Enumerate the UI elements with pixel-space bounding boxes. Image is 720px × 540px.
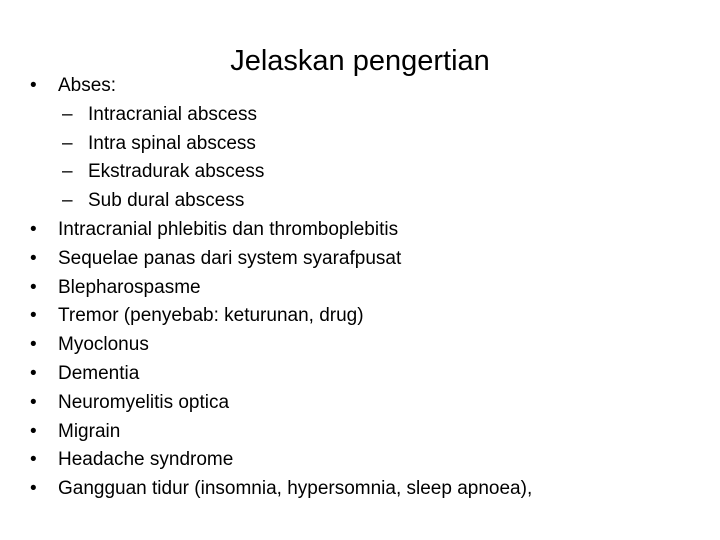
list-item [30,446,700,475]
list-item-text: Dementia [58,362,140,384]
list-item-text: Blepharospasme [58,276,201,298]
list-item [30,331,700,360]
list-item-text: Sequelae panas dari system syarafpusat [58,247,402,269]
bullet-icon: • [30,276,37,298]
list-item-text: Headache syndrome [58,449,234,471]
sub-list-item-text: Intracranial abscess [88,103,257,125]
sub-list-item-text: Sub dural abscess [88,190,245,212]
list-item-text: Intracranial phlebitis dan thromboplebitis [58,218,399,240]
list-item-abses [30,72,700,101]
list-item-text: Migrain [58,420,121,442]
list-item [30,360,700,389]
list-item [30,245,700,274]
bullet-icon: • [30,218,37,240]
dash-icon: – [62,190,73,212]
bullet-icon: • [30,391,37,413]
bullet-icon: • [30,305,37,327]
list-item-text: Abses: [58,75,117,96]
dash-icon: – [62,161,73,183]
sub-list-item [30,158,700,187]
list-item [30,302,700,331]
bullet-icon: • [30,478,37,500]
slide-content [30,72,700,504]
list-item-text: Neuromyelitis optica [58,391,230,413]
bullet-icon: • [30,75,37,96]
bullet-icon: • [30,449,37,471]
dash-icon: – [62,103,73,125]
sub-list-item-text: Ekstradurak abscess [88,161,265,183]
sub-list-item [30,101,700,130]
sub-list-item-text: Intra spinal abscess [88,132,256,154]
list-item-text: Tremor (penyebab: keturunan, drug) [58,305,364,327]
list-item [30,274,700,303]
bullet-icon: • [30,334,37,356]
sub-list-item [30,187,700,216]
list-item-text: Gangguan tidur (insomnia, hypersomnia, sleep apnoea), [58,478,533,500]
list-item-text: Myoclonus [58,334,149,356]
dash-icon: – [62,132,73,154]
bullet-icon: • [30,362,37,384]
bullet-icon: • [30,247,37,269]
bullet-list [30,72,700,504]
sub-list-container [30,101,700,216]
sub-list [30,101,700,216]
bullet-icon: • [30,420,37,442]
slide-title: Jelaskan pengertian [230,45,490,78]
list-item [30,216,700,245]
sub-list-item [30,130,700,159]
list-item [30,389,700,418]
list-item [30,418,700,447]
list-item [30,475,700,504]
